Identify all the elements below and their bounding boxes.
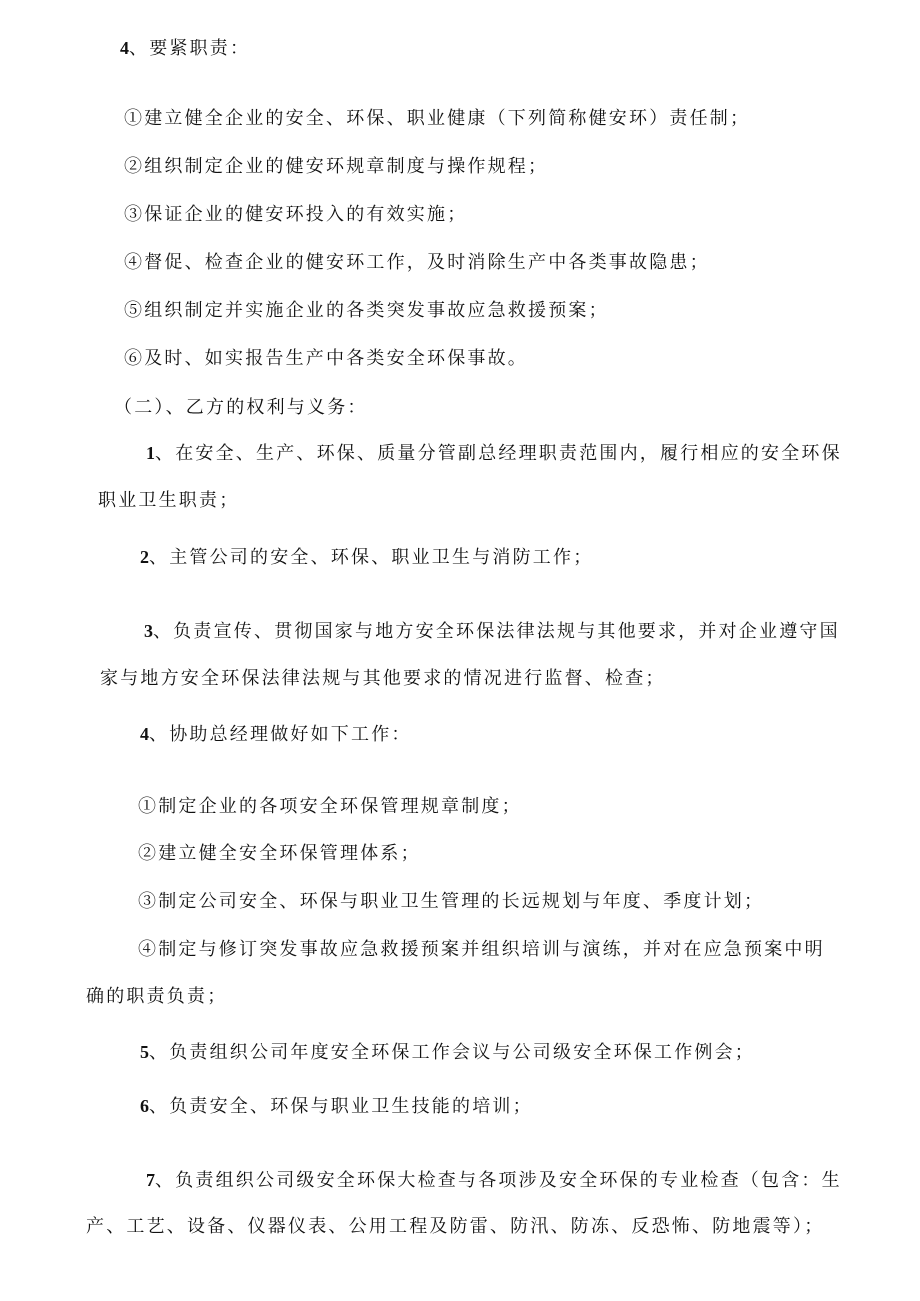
duty-item-4: ④督促、检查企业的健安环工作，及时消除生产中各类事故隐患；: [124, 252, 710, 273]
item-7-line-2: 产、工艺、设备、仪器仪表、公用工程及防雷、防汛、防冻、反恐怖、防地震等）；: [86, 1216, 825, 1237]
item-1-line-2: 职业卫生职责；: [98, 490, 240, 511]
duty-item-5: ⑤组织制定并实施企业的各类突发事故应急救援预案；: [124, 300, 609, 321]
party-b-heading: （二）、乙方的权利与义务：: [114, 397, 368, 418]
item-1-text-1: 、在安全、生产、环保、质量分管副总经理职责范围内，履行相应的安全环保: [155, 443, 842, 464]
item-3-text-1: 、负责宣传、贯彻国家与地方安全环保法律法规与其他要求，并对企业遵守国: [153, 621, 840, 642]
item-4-sub-1: ①制定企业的各项安全环保管理规章制度；: [138, 796, 522, 817]
item-2: [140, 545, 593, 570]
duties-heading-number: 4: [120, 38, 129, 58]
item-6-number: 6: [140, 1096, 149, 1116]
duty-item-2: ②组织制定企业的健安环规章制度与操作规程；: [124, 156, 549, 177]
item-7-line-1: [146, 1168, 842, 1193]
duties-heading: [120, 36, 250, 61]
item-4: [140, 722, 412, 747]
item-7-number: 7: [146, 1170, 155, 1190]
duty-item-6: ⑥及时、如实报告生产中各类安全环保事故。: [124, 348, 528, 369]
item-4-sub-4-line-1: ④制定与修订突发事故应急救援预案并组织培训与演练，并对在应急预案中明: [138, 939, 825, 960]
item-4-sub-3: ③制定公司安全、环保与职业卫生管理的长远规划与年度、季度计划；: [138, 891, 765, 912]
item-1-number: 1: [146, 443, 155, 463]
item-4-number: 4: [140, 724, 149, 744]
item-7-text-1: 、负责组织公司级安全环保大检查与各项涉及安全环保的专业检查（包含：生: [155, 1170, 842, 1191]
duty-item-3: ③保证企业的健安环投入的有效实施；: [124, 204, 468, 225]
item-2-text: 、主管公司的安全、环保、职业卫生与消防工作；: [149, 547, 594, 568]
duty-item-1: ①建立健全企业的安全、环保、职业健康（下列简称健安环）责任制；: [124, 108, 751, 129]
item-3-number: 3: [144, 621, 153, 641]
duties-heading-text: 、要紧职责：: [129, 38, 251, 59]
item-5-number: 5: [140, 1042, 149, 1062]
item-6-text: 、负责安全、环保与职业卫生技能的培训；: [149, 1096, 533, 1117]
item-4-text: 、协助总经理做好如下工作：: [149, 724, 412, 745]
item-3-line-2: 家与地方安全环保法律法规与其他要求的情况进行监督、检查；: [100, 668, 666, 689]
item-2-number: 2: [140, 547, 149, 567]
item-4-sub-2: ②建立健全安全环保管理体系；: [138, 843, 421, 864]
item-3-line-1: [144, 619, 840, 644]
item-4-sub-4-line-2: 确的职责负责；: [86, 986, 228, 1007]
item-6: [140, 1094, 533, 1119]
item-5: [140, 1040, 755, 1065]
item-5-text: 、负责组织公司年度安全环保工作会议与公司级安全环保工作例会；: [149, 1042, 755, 1063]
item-1-line-1: [146, 441, 842, 466]
